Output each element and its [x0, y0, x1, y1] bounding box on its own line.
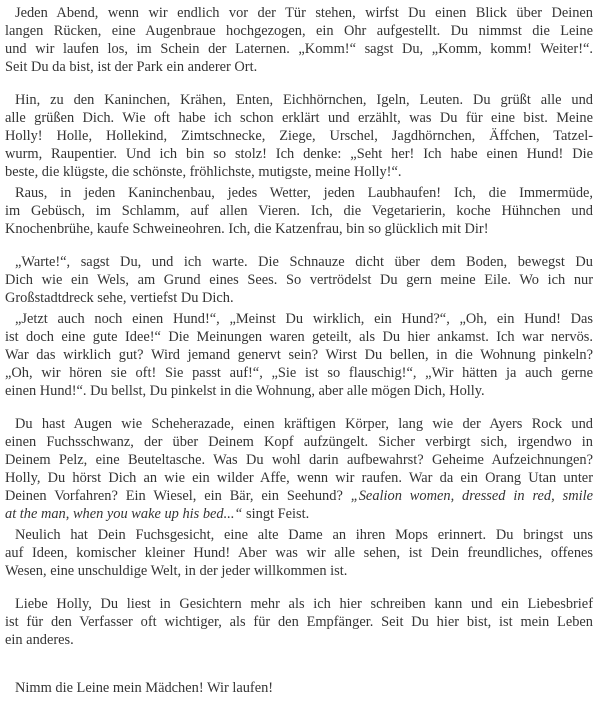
text-run: Liebe Holly, Du liest in Gesichtern mehr als ich hier schreiben kann und ein Liebesbrief [15, 596, 593, 612]
text-run: Deinen Vorfahren? Ein Wiesel, ein Bär, ein Seehund? [5, 488, 351, 504]
text-line [5, 382, 593, 400]
text-run: Hin, zu den Kaninchen, Krähen, Enten, Eichhörnchen, Igeln, Leuten. Du grüßt alle und [15, 92, 593, 108]
letter-body [5, 4, 593, 697]
text-run: auf Ideen, komischer kleiner Hund! Aber was wir alle sehen, ist Dein freundliches, offenes [5, 545, 593, 561]
text-run: Holly, Du hörst Dich an wie ein wilder Affe, wenn wir raufen. War da ein Orang Utan unter [5, 470, 593, 486]
text-line [5, 613, 593, 631]
text-run: Knochenbrühe, kaufe Schweineohren. Ich, die Katzenfrau, bin so glücklich mit Dir! [5, 221, 489, 237]
text-line [5, 145, 593, 163]
text-run: ist für den Verfasser oft wichtiger, als für den Empfänger. Seit Du hier bist, ist mein Leben [5, 614, 593, 630]
paragraph [5, 4, 593, 76]
text-line [5, 40, 593, 58]
text-run: Deinem Pelz, eine Beuteltasche. Was Du wohl darin aufbewahrst? Geheime Aufzeichnungen? [5, 452, 593, 468]
text-run: Holly! Holle, Hollekind, Zimtschnecke, Ziege, Urschel, Jagdhörnchen, Äffchen, Tatzel- [5, 128, 593, 144]
text-line [5, 364, 593, 382]
text-run: Du hast Augen wie Scheherazade, einen kräftigen Körper, lang wie der Ayers Rock und [15, 416, 593, 432]
text-run: beste, die klügste, die schönste, fröhlichste, mutigste, meine Holly!“. [5, 164, 402, 180]
text-run: Seit Du da bist, ist der Park ein anderer Ort. [5, 59, 258, 75]
text-line [5, 184, 593, 202]
text-line [5, 91, 593, 109]
text-run: Wesen, eine unschuldige Welt, in der jeder willkommen ist. [5, 563, 348, 579]
text-run: ein anderes. [5, 632, 74, 648]
paragraph [5, 415, 593, 523]
paragraph [5, 184, 593, 238]
text-run: langen Rücken, eine Augenbraue hochgezogen, ein Ohr aufgestellt. Du nimmst die Leine [5, 23, 593, 39]
text-line [5, 433, 593, 451]
paragraph [5, 91, 593, 181]
paragraph [5, 595, 593, 649]
text-line [5, 544, 593, 562]
text-line [5, 310, 593, 328]
text-line [5, 289, 593, 307]
text-line [5, 346, 593, 364]
text-run: „Warte!“, sagst Du, und ich warte. Die Schnauze dicht über dem Boden, bewegst Du [15, 254, 593, 270]
paragraph [5, 310, 593, 400]
text-run: einen Hund!“. Du bellst, Du pinkelst in die Wohnung, aber alle mögen Dich, Holly. [5, 383, 485, 399]
text-run: und wir laufen los, im Schein der Laternen. „Komm!“ sagst Du, „Komm, komm! Weiter!“. [5, 41, 593, 57]
text-line [5, 202, 593, 220]
text-line [5, 127, 593, 145]
text-run: singt Feist. [242, 506, 310, 522]
italic-text-run: „Sealion women, dressed in red, smile [350, 488, 593, 504]
text-line [5, 253, 593, 271]
text-line [5, 328, 593, 346]
paragraph [5, 253, 593, 307]
text-run: „Oh, wir hören sie oft! Sie passt auf!“, „Sie ist so flauschig!“, „Wir hätten ja auch gerne [5, 365, 593, 381]
text-line [5, 469, 593, 487]
text-run: einen Fuchsschwanz, der über Deinem Kopf aufzüngelt. Sicher verbirgt sich, irgendwo in [5, 434, 593, 450]
text-line [5, 4, 593, 22]
text-run: wurm, Raupentier. Und ich bin so stolz! Ich denke: „Seht her! Ich habe einen Hund! Die [5, 146, 593, 162]
text-run: War das wirklich gut? Wird jemand genervt sein? Wirst Du bellen, in die Wohnung pinkeln? [5, 347, 593, 363]
text-run: Jeden Abend, wenn wir endlich vor der Tür stehen, wirfst Du einen Blick über Deinen [15, 5, 593, 21]
text-line [5, 451, 593, 469]
text-line [5, 595, 593, 613]
text-run: Dich wie ein Wels, am Grund eines Sees. So vertrödelst Du gern meine Eile. Wo ich nur [5, 272, 593, 288]
italic-text-run: at the man, when you wake up his bed...“ [5, 506, 243, 522]
text-run: ist doch eine gute Idee!“ Die Meinungen waren geteilt, als Du hier ankamst. Ich war nervös. [5, 329, 593, 345]
text-run: Nimm die Leine mein Mädchen! Wir laufen! [15, 680, 274, 696]
text-line [5, 220, 593, 238]
paragraph [5, 526, 593, 580]
paragraph [5, 679, 593, 697]
text-run: alle grüßen Dich. Wie oft habe ich schon erklärt und erzählt, was Du für eine bist. Meine [5, 110, 593, 126]
text-run: im Gebüsch, im Schlamm, auf allen Vieren. Ich, die Vegetarierin, koche Hühnchen und [5, 203, 593, 219]
text-line [5, 58, 593, 76]
text-run: Neulich hat Dein Fuchsgesicht, eine alte Dame an ihren Mops erinnert. Du bringst uns [15, 527, 593, 543]
text-line [5, 271, 593, 289]
text-run: Raus, in jeden Kaninchenbau, jedes Wetter, jeden Laubhaufen! Ich, die Immermüde, [15, 185, 593, 201]
text-line [5, 679, 593, 697]
text-run: „Jetzt auch noch einen Hund!“, „Meinst Du wirklich, ein Hund?“, „Oh, ein Hund! Das [15, 311, 593, 327]
text-line [5, 505, 593, 523]
text-line [5, 631, 593, 649]
text-line [5, 22, 593, 40]
text-run: Großstadtdreck sehe, vertiefst Du Dich. [5, 290, 234, 306]
text-line [5, 415, 593, 433]
text-line [5, 109, 593, 127]
text-line [5, 163, 593, 181]
text-line [5, 562, 593, 580]
text-line [5, 526, 593, 544]
text-line [5, 487, 593, 505]
